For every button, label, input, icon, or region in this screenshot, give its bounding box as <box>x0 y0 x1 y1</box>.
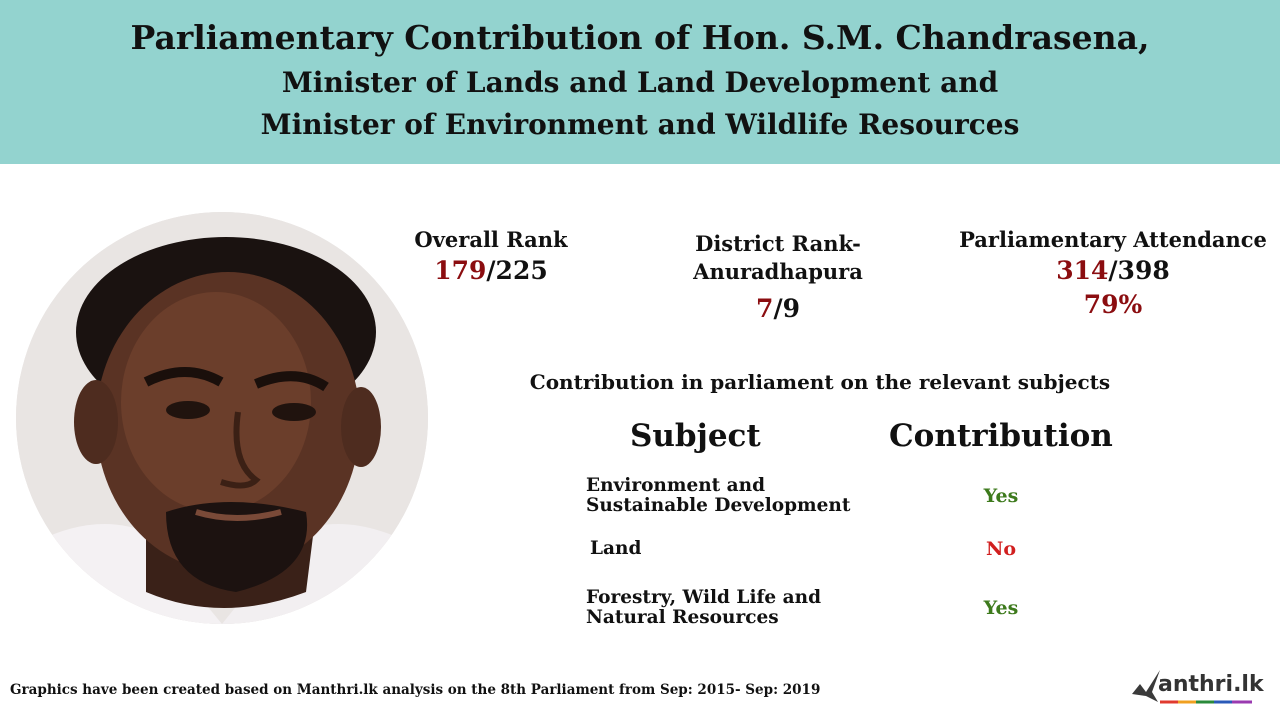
overall-rank-label: Overall Rank <box>414 227 568 252</box>
attendance-count: 314 <box>1056 256 1109 285</box>
subject-text-line2: Natural Resources <box>586 607 779 628</box>
source-footnote: Graphics have been created based on Manthri.lk analysis on the 8th Parliament from Sep: 2015- Sep: 2019 <box>10 682 821 698</box>
district-rank-label-line2: Anuradhapura <box>693 259 863 284</box>
attendance-total: /398 <box>1108 256 1170 285</box>
subject-row <box>586 476 850 516</box>
subject-row <box>590 539 641 559</box>
district-rank-label-line1: District Rank- <box>695 231 861 256</box>
portrait-photo <box>16 212 428 624</box>
subject-row <box>586 588 821 628</box>
subject-column-header: Subject <box>630 418 761 454</box>
overall-rank-stat <box>400 226 582 288</box>
overall-rank-number: 179 <box>434 256 487 285</box>
page-subtitle-line1: Minister of Lands and Land Development and <box>281 66 999 99</box>
attendance-stat <box>950 226 1276 322</box>
subject-text-line1: Environment and <box>586 475 766 496</box>
attendance-percent: 79% <box>1083 290 1143 319</box>
district-rank-total: /9 <box>773 294 800 323</box>
overall-rank-total: /225 <box>486 256 548 285</box>
contribution-title: Contribution in parliament on the relevant subjects <box>529 370 1111 394</box>
subject-text-line1: Land <box>590 538 642 559</box>
page-subtitle-line2: Minister of Environment and Wildlife Resources <box>260 108 1020 141</box>
overall-rank-value <box>400 254 582 288</box>
contribution-value: Yes <box>983 485 1019 507</box>
attendance-label: Parliamentary Attendance <box>959 227 1267 252</box>
district-rank-value <box>680 292 876 326</box>
logo-text: anthri.lk <box>1158 672 1264 697</box>
page-title: Parliamentary Contribution of Hon. S.M. Chandrasena, <box>130 18 1150 57</box>
header-banner <box>0 0 1280 164</box>
subject-text-line2: Sustainable Development <box>586 495 851 516</box>
district-rank-number: 7 <box>756 294 774 323</box>
contribution-value: Yes <box>983 597 1019 619</box>
contribution-value: No <box>985 538 1017 560</box>
subject-text-line1: Forestry, Wild Life and <box>586 587 822 608</box>
district-rank-stat <box>680 230 876 326</box>
contribution-column-header: Contribution <box>889 418 1113 454</box>
attendance-value <box>950 254 1276 288</box>
